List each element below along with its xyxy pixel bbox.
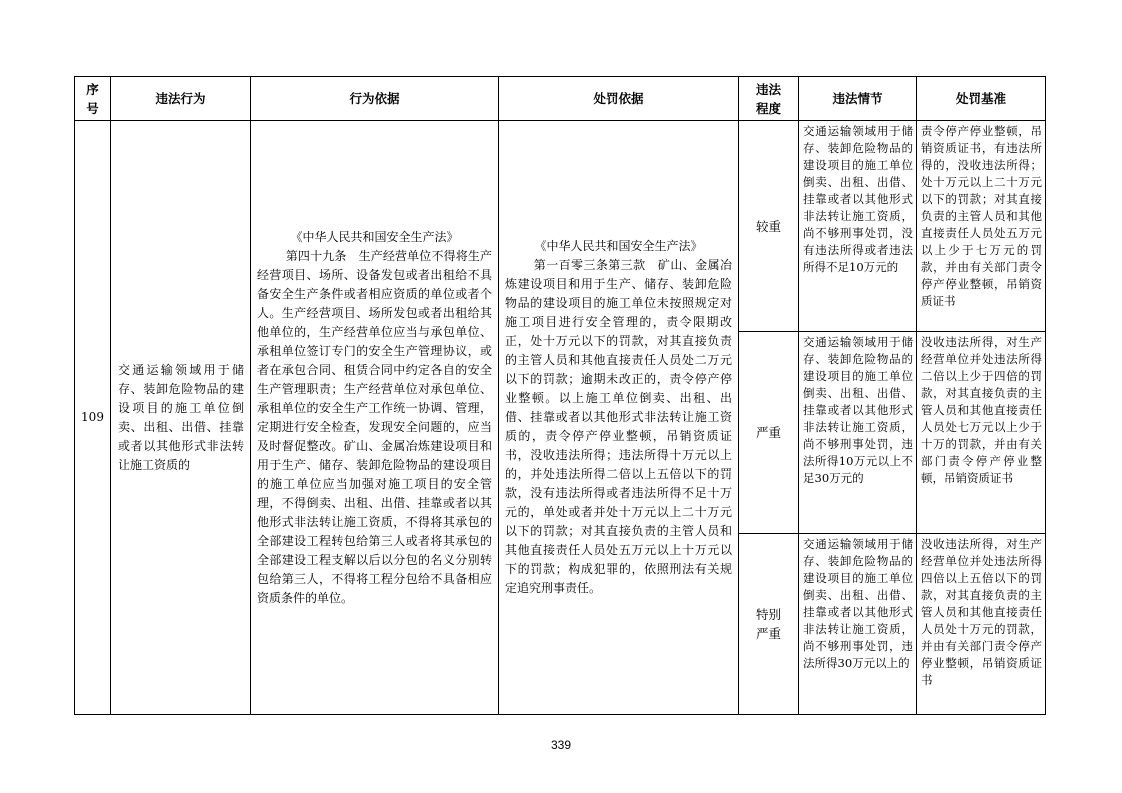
header-act: 违法行为 xyxy=(111,77,251,121)
header-level: 违法程度 xyxy=(739,77,799,121)
penalty-basis-law-title: 《中华人民共和国安全生产法》 xyxy=(534,239,703,253)
header-penalty-basis: 处罚依据 xyxy=(499,77,739,121)
act-basis-cell xyxy=(251,121,499,715)
table-row-severe-1 xyxy=(75,121,1046,332)
standard-cell: 责令停产停业整顿，吊销资质证书，有违法所得的，没收违法所得；处十万元以上二十万元以下的罚款；对其直接负责的主管人员和其他直接责任人员处五万元以上少于七万元的罚款，并由有关部门责令停产停业整顿，吊销资质证书 xyxy=(917,121,1046,332)
header-standard: 处罚基准 xyxy=(917,77,1046,121)
level-cell: 特别严重 xyxy=(739,534,799,715)
level-cell: 严重 xyxy=(739,332,799,534)
penalty-basis-text: 第一百零三条第三款 矿山、金属冶炼建设项目和用于生产、储存、装卸危险物品的建设项目的施工单位未按照规定对施工项目进行安全管理的，责令限期改正，处十万元以下的罚款，对其直接负责的主管人员和其他直接责任人员处二万元以下的罚款；逾期未改正的，责令停产停业整顿。以上施工单位倒卖、出租、出借、挂靠或者以其他形式非法转让施工资质的，责令停产停业整顿，吊销资质证书，没收违法所得；违法所得十万元以上的，并处违法所得二倍以上五倍以下的罚款，没有违法所得或者违法所得不足十万元的，单处或者并处十万元以上二十万元以下的罚款；对其直接负责的主管人员和其他直接责任人员处五万元以上十万元以下的罚款；构成犯罪的，依照刑法有关规定追究刑事责任。 xyxy=(505,258,732,595)
header-situation: 违法情节 xyxy=(799,77,917,121)
penalty-basis-cell xyxy=(499,121,739,715)
header-basis: 行为依据 xyxy=(251,77,499,121)
standard-cell: 没收违法所得，对生产经营单位并处违法所得二倍以上少于四倍的罚款，对其直接负责的主管人员和其他直接责任人员处七万元以上少于十万的罚款，并由有关部门责令停产停业整顿，吊销资质证书 xyxy=(917,332,1046,534)
level-cell: 较重 xyxy=(739,121,799,332)
act-basis-law-title: 《中华人民共和国安全生产法》 xyxy=(290,229,459,244)
violation-act-cell: 交通运输领域用于储存、装卸危险物品的建设项目的施工单位倒卖、出租、出借、挂靠或者以其他形式非法转让施工资质的 xyxy=(111,121,251,715)
act-basis-text: 第四十九条 生产经营单位不得将生产经营项目、场所、设备发包或者出租给不具备安全生产条件或者相应资质的单位或者个人。生产经营项目、场所发包或者出租给其他单位的，生产经营单位应当与承包单位、承租单位签订专门的安全生产管理协议，或者在承包合同、租赁合同中约定各自的安全生产管理职责；生产经营单位对承包单位、承租单位的安全生产工作统一协调、管理，定期进行安全检查，发现安全问题的，应当及时督促整改。矿山、金属冶炼建设项目和用于生产、储存、装卸危险物品的建设项目的施工单位应当加强对施工项目的安全管理，不得倒卖、出租、出借、挂靠或者以其他形式非法转让施工资质，不得将其承包的全部建设工程转包给第三人或者将其承包的全部建设工程支解以后以分包的名义分别转包给第三人，不得将工程分包给不具备相应资质条件的单位。 xyxy=(257,248,492,605)
row-number: 109 xyxy=(75,121,111,715)
situation-cell: 交通运输领域用于储存、装卸危险物品的建设项目的施工单位倒卖、出租、出借、挂靠或者以其他形式非法转让施工资质，尚不够刑事处罚，没有违法所得或者违法所得不足10万元的 xyxy=(799,121,917,332)
page-number: 339 xyxy=(550,738,572,752)
header-no: 序号 xyxy=(75,77,111,121)
situation-cell: 交通运输领域用于储存、装卸危险物品的建设项目的施工单位倒卖、出租、出借、挂靠或者以其他形式非法转让施工资质，尚不够刑事处罚，违法所得30万元以上的 xyxy=(799,534,917,715)
penalty-standard-table xyxy=(74,76,1046,715)
standard-cell: 没收违法所得，对生产经营单位并处违法所得四倍以上五倍以下的罚款，对其直接负责的主管人员和其他直接责任人员处十万元的罚款，并由有关部门责令停产停业整顿，吊销资质证书 xyxy=(917,534,1046,715)
situation-cell: 交通运输领域用于储存、装卸危险物品的建设项目的施工单位倒卖、出租、出借、挂靠或者以其他形式非法转让施工资质，尚不够刑事处罚，违法所得10万元以上不足30万元的 xyxy=(799,332,917,534)
header-row xyxy=(75,77,1046,121)
